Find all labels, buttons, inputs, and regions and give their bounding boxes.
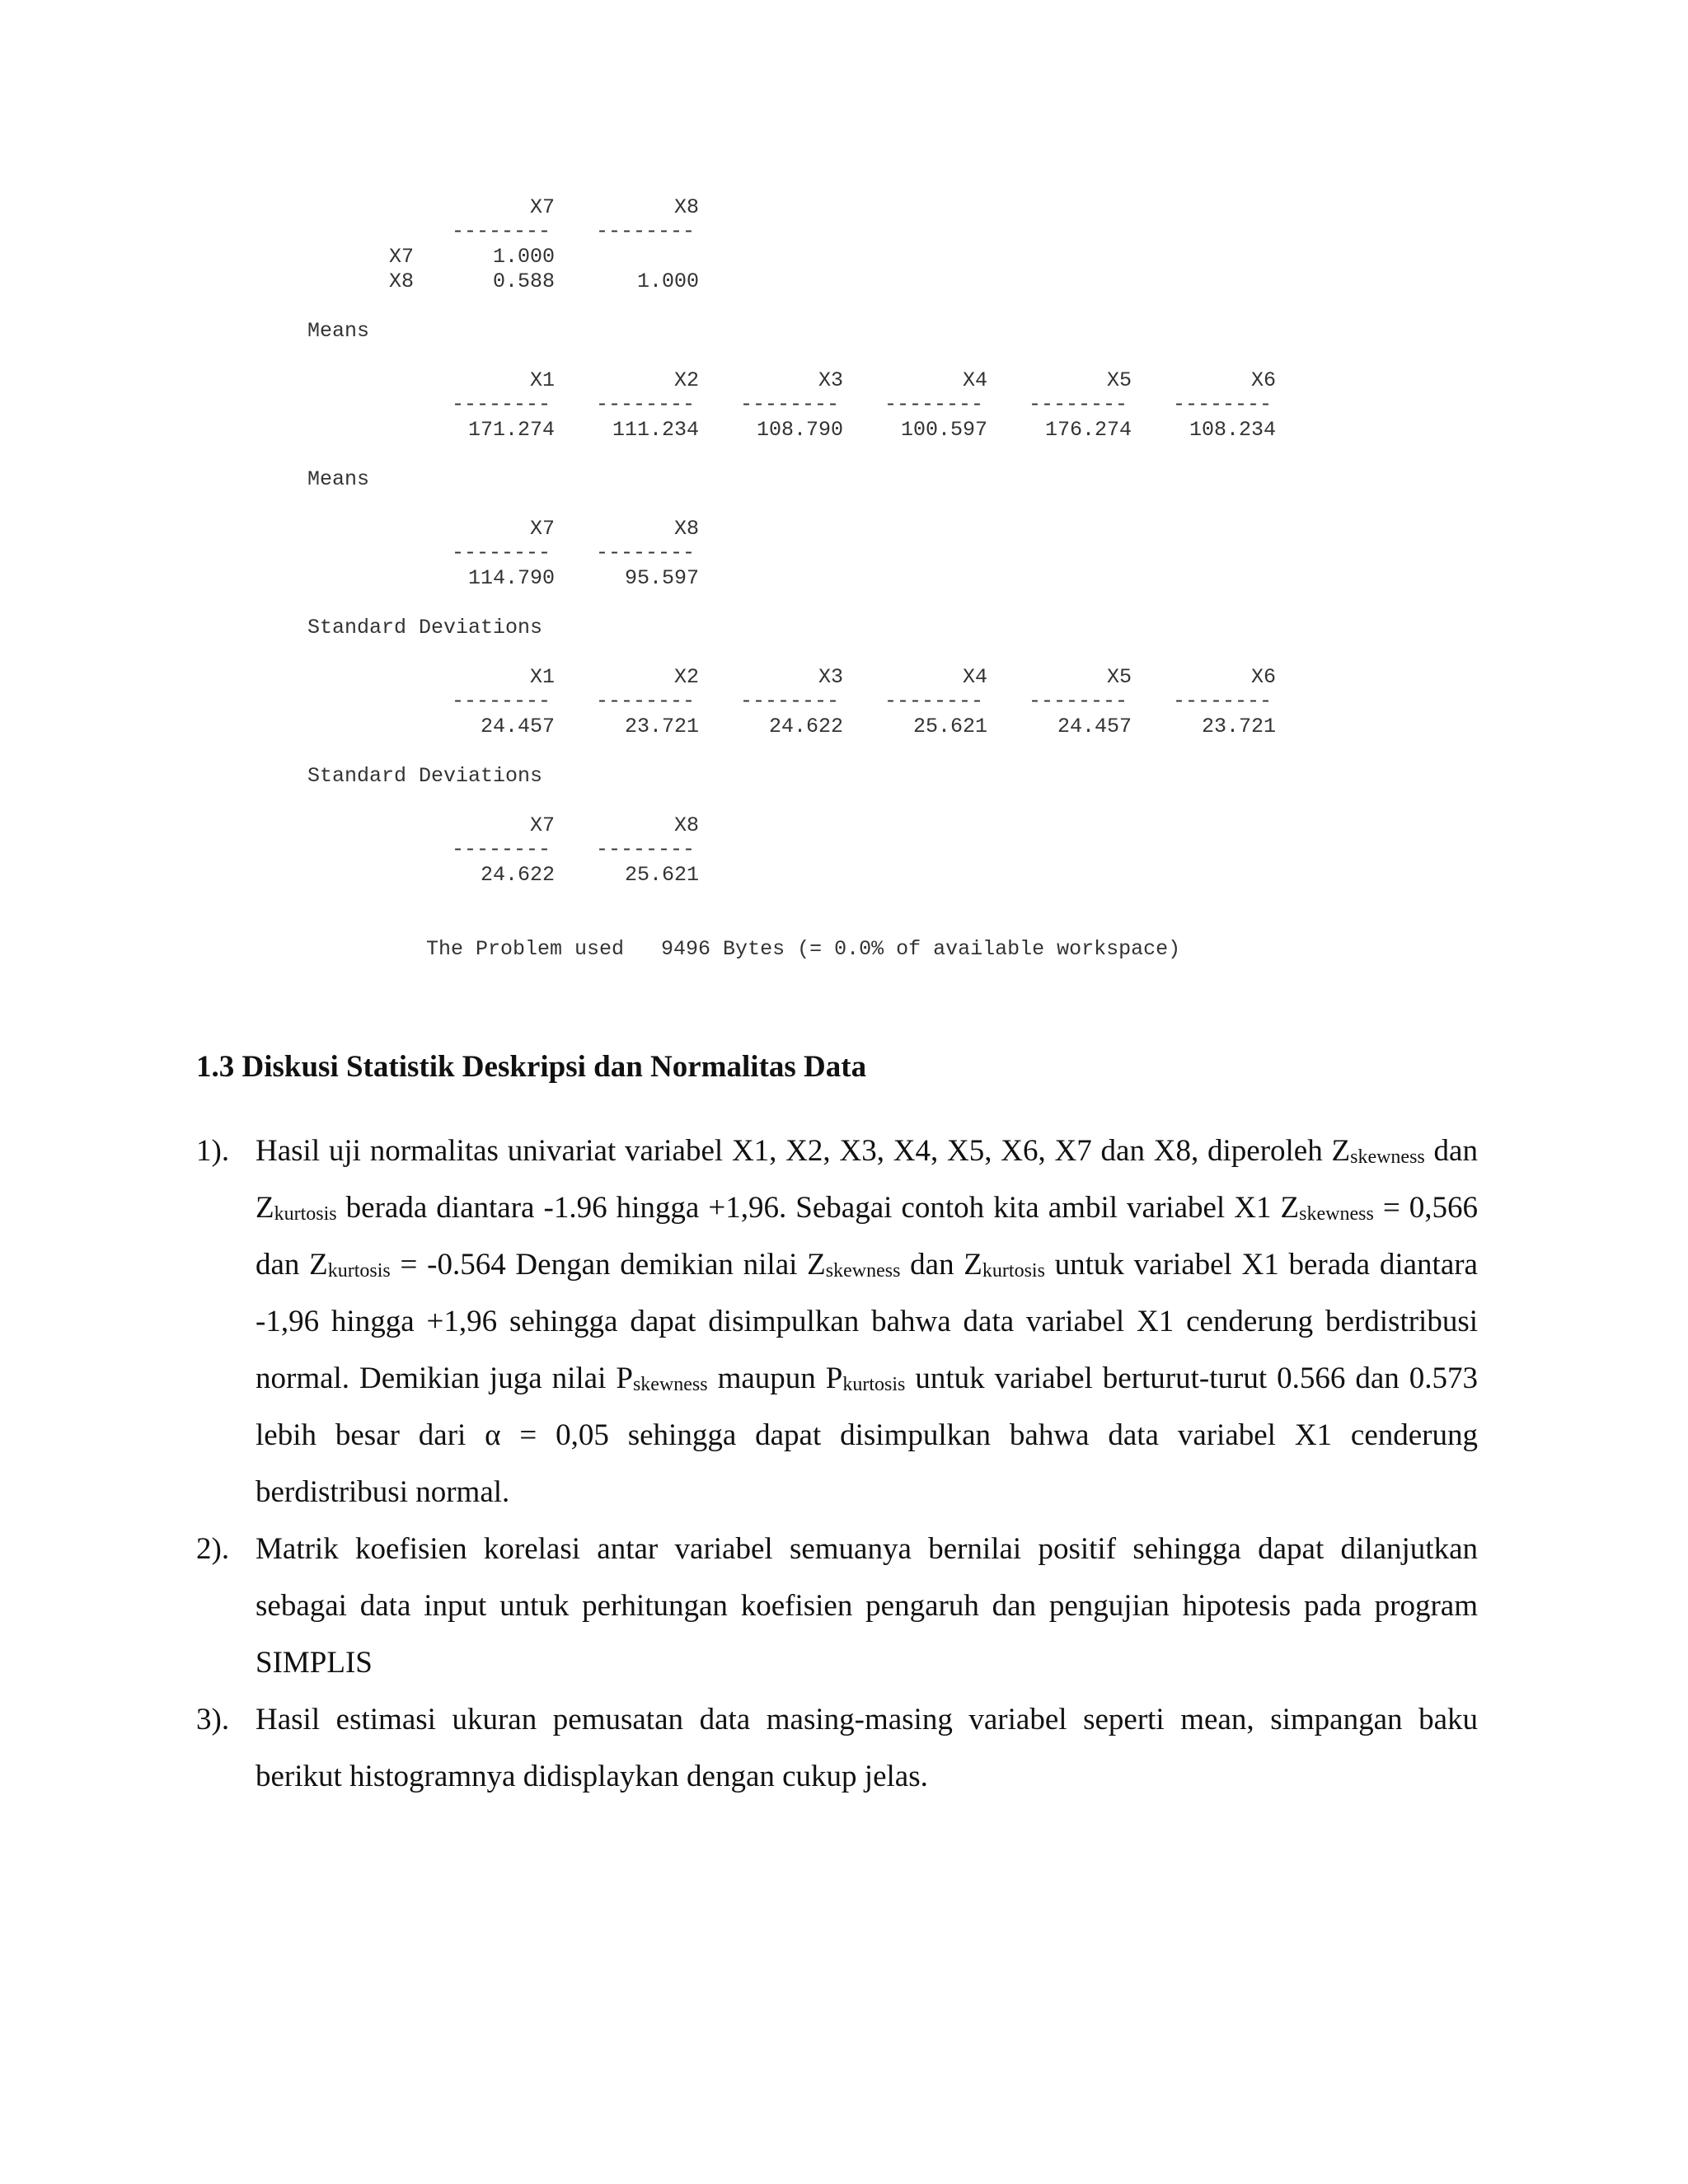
dash-rule: -------- [1173,689,1273,713]
col-header: X2 [673,368,699,392]
list-item [196,1691,1478,1805]
stat-value: 100.597 [900,418,987,442]
stat-value: 171.274 [467,418,555,442]
subscript: skewness [632,1374,708,1395]
item-text: untuk variabel X1 berada diantara -1,96 hingga +1,96 sehingga dapat disimpulkan bahwa data variabel X1 cenderung berdistribusi normal. Demikian juga nilai P [256,1248,1478,1395]
stat-value: 95.597 [624,566,699,590]
dash-rule: -------- [452,392,551,416]
sd-title: Standard Deviations [307,764,543,788]
col-header: X5 [1106,368,1132,392]
item-text: Hasil estimasi ukuran pemusatan data masing-masing variabel seperti mean, simpangan baku berikut histogramnya didisplaykan dengan cukup jelas. [256,1703,1478,1793]
item-text: Hasil uji normalitas univariat variabel X1, X2, X3, X4, X5, X6, X7 dan X8, diperoleh Z [256,1134,1351,1168]
subscript: kurtosis [327,1260,391,1282]
stat-value: 24.622 [768,715,843,738]
item-text: maupun P [707,1361,843,1395]
dash-rule: -------- [884,689,984,713]
dash-rule: -------- [1029,689,1128,713]
dash-rule: -------- [452,219,551,243]
dash-rule: -------- [884,392,984,416]
sd-title: Standard Deviations [307,616,543,640]
col-header: X8 [673,195,699,219]
dash-rule: -------- [596,689,696,713]
item-number: 1). [196,1134,230,1168]
dash-rule: -------- [740,392,840,416]
stat-value: 108.234 [1189,418,1276,442]
subscript: kurtosis [274,1203,337,1225]
item-text: Matrik koefisien korelasi antar variabel semuanya bernilai positif sehingga dapat dilanjutkan sebagai data input untuk perhitungan koefisien pengaruh dan pengujian hipotesis pada program SIMPLIS [256,1532,1478,1680]
row-label: X7 [388,245,414,269]
section-title: 1.3 Diskusi Statistik Deskripsi dan Normalitas Data [196,1050,867,1084]
subscript: kurtosis [842,1374,906,1395]
corr-value: 0.588 [492,269,555,293]
col-header: X6 [1250,368,1276,392]
dash-rule: -------- [452,689,551,713]
means-title: Means [307,319,370,343]
corr-value: 1.000 [492,245,555,269]
dash-rule: -------- [596,219,696,243]
stat-value: 108.790 [756,418,843,442]
col-header: X4 [962,665,987,689]
col-header: X7 [529,517,555,541]
dash-rule: -------- [1029,392,1128,416]
item-text: = 0,566 dan Z [256,1191,1478,1282]
dash-rule: -------- [452,837,551,861]
col-header: X5 [1106,665,1132,689]
col-header: X3 [818,368,843,392]
col-header: X6 [1250,665,1276,689]
stat-value: 25.621 [624,863,699,887]
item-text: = -0.564 Dengan demikian nilai Z [390,1248,826,1282]
stat-value: 111.234 [612,418,699,442]
col-header: X4 [962,368,987,392]
dash-rule: -------- [452,541,551,565]
subscript: skewness [825,1260,901,1282]
stat-value: 176.274 [1044,418,1132,442]
col-header: X1 [529,665,555,689]
dash-rule: -------- [596,392,696,416]
item-number: 2). [196,1532,230,1566]
dash-rule: -------- [740,689,840,713]
dash-rule: -------- [596,837,696,861]
item-text: dan Z [900,1248,982,1282]
subscript: skewness [1299,1203,1374,1225]
dash-rule: -------- [596,541,696,565]
item-text: berada diantara -1.96 hingga +1,96. Sebagai contoh kita ambil variabel X1 Z [336,1191,1300,1225]
corr-value: 1.000 [636,269,699,293]
stat-value: 24.457 [1057,715,1132,738]
means-title: Means [307,467,370,491]
item-number: 3). [196,1703,230,1736]
stat-value: 23.721 [1201,715,1276,738]
subscript: kurtosis [982,1260,1045,1282]
col-header: X7 [529,195,555,219]
discussion-list [196,1122,1478,1805]
workspace-line: The Problem used 9496 Bytes (= 0.0% of available workspace) [426,937,1181,961]
item-text: dan Z [256,1134,1478,1225]
col-header: X8 [673,813,699,837]
stat-value: 114.790 [467,566,555,590]
list-item [196,1122,1478,1521]
stat-value: 24.622 [480,863,555,887]
col-header: X7 [529,813,555,837]
stat-value: 24.457 [480,715,555,738]
col-header: X3 [818,665,843,689]
stat-value: 25.621 [912,715,987,738]
dash-rule: -------- [1173,392,1273,416]
list-item [196,1521,1478,1691]
col-header: X8 [673,517,699,541]
col-header: X2 [673,665,699,689]
stat-value: 23.721 [624,715,699,738]
col-header: X1 [529,368,555,392]
item-text: untuk variabel berturut-turut 0.566 dan 0.573 lebih besar dari α = 0,05 sehingga dapat disimpulkan bahwa data variabel X1 cenderung berdistribusi normal. [256,1361,1478,1509]
subscript: skewness [1350,1146,1425,1168]
row-label: X8 [388,269,414,293]
